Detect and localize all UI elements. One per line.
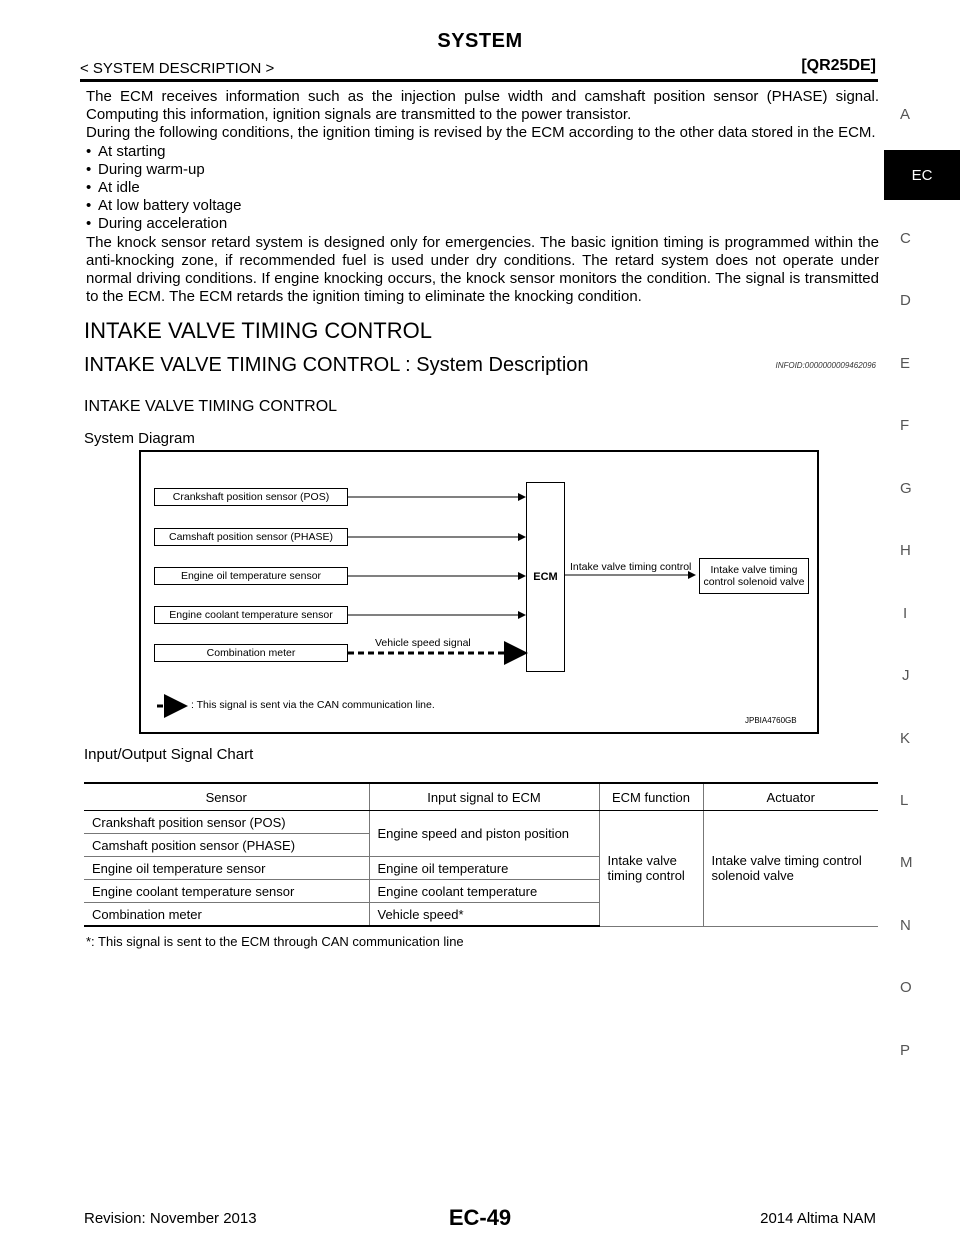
input-cell: Engine coolant temperature — [369, 880, 599, 903]
vehicle-model: 2014 Altima NAM — [760, 1210, 876, 1227]
can-legend-text: : This signal is sent via the CAN communication line. — [191, 699, 435, 711]
col-header-function: ECM function — [599, 783, 703, 811]
tab-g[interactable]: G — [900, 480, 912, 497]
tab-a[interactable]: A — [900, 106, 911, 123]
output-signal-label: Intake valve timing control — [570, 561, 692, 573]
page-number: EC-49 — [448, 1205, 512, 1230]
list-item: • During warm-up — [86, 160, 205, 178]
input-cell: Engine speed and piston position — [369, 811, 599, 857]
actuator-cell: Intake valve timing control solenoid valve — [703, 811, 878, 927]
sensor-box-combination-meter: Combination meter — [154, 644, 348, 662]
col-header-input: Input signal to ECM — [369, 783, 599, 811]
subsection-heading: INTAKE VALVE TIMING CONTROL : System Description — [84, 354, 589, 376]
body-text — [86, 88, 879, 306]
function-cell: Intake valve timing control — [599, 811, 703, 927]
tab-e[interactable]: E — [900, 355, 911, 372]
tab-k[interactable]: K — [900, 730, 911, 747]
table-row — [84, 811, 878, 834]
tab-l[interactable]: L — [900, 792, 909, 809]
col-header-actuator: Actuator — [703, 783, 878, 811]
paragraph-knock-sensor: The knock sensor retard system is designed only for emergencies. The basic ignition timing is programmed within the anti-knocking zone, if recommended fuel is used under dry conditions. The retard system does not operate under normal driving conditions. If engine knocking occurs, the knock sensor monitors the condition. The signal is transmitted to the ECM. The ECM retards the ignition timing to eliminate the knocking condition. — [86, 233, 879, 306]
paragraph-ecm-info: The ECM receives information such as the injection pulse width and camshaft position sensor (PHASE) signal. Computing this information, ignition signals are transmitted to the power transistor. — [86, 88, 879, 124]
tab-j[interactable]: J — [902, 667, 910, 684]
col-header-sensor: Sensor — [84, 783, 369, 811]
io-signal-table — [84, 782, 878, 927]
input-cell: Engine oil temperature — [369, 857, 599, 880]
paragraph-conditions: During the following conditions, the ignition timing is revised by the ECM according to the other data stored in the ECM. — [86, 124, 876, 142]
actuator-box — [699, 558, 809, 594]
tab-f[interactable]: F — [900, 417, 910, 434]
list-item: • At low battery voltage — [86, 197, 242, 215]
page-title: SYSTEM — [437, 30, 523, 52]
sensor-cell: Crankshaft position sensor (POS) — [84, 811, 369, 834]
sensor-box-crankshaft: Crankshaft position sensor (POS) — [154, 488, 348, 506]
sensor-cell: Engine coolant temperature sensor — [84, 880, 369, 903]
list-item: • During acceleration — [86, 215, 228, 233]
sensor-cell: Combination meter — [84, 903, 369, 927]
section-heading: INTAKE VALVE TIMING CONTROL — [84, 318, 432, 343]
info-id: INFOID:0000000009462096 — [775, 361, 876, 370]
input-cell: Vehicle speed* — [369, 903, 599, 927]
header-rule — [80, 79, 878, 82]
ecm-box: ECM — [526, 482, 565, 672]
table-header-row — [84, 783, 878, 811]
sensor-box-coolant-temp: Engine coolant temperature sensor — [154, 606, 348, 624]
tab-d[interactable]: D — [900, 292, 911, 309]
list-item: • At idle — [86, 179, 140, 197]
tab-m[interactable]: M — [900, 854, 913, 871]
engine-code: [QR25DE] — [801, 57, 876, 74]
tab-p[interactable]: P — [900, 1042, 911, 1059]
list-item: • At starting — [86, 142, 166, 160]
diagram-code: JPBIA4760GB — [745, 716, 797, 725]
io-chart-label: Input/Output Signal Chart — [84, 746, 254, 763]
tab-c[interactable]: C — [900, 230, 911, 247]
tab-n[interactable]: N — [900, 917, 911, 934]
tab-o[interactable]: O — [900, 979, 912, 996]
tab-i[interactable]: I — [903, 605, 908, 622]
actuator-label-line2: control solenoid valve — [703, 576, 805, 588]
tab-ec-active[interactable]: EC — [884, 150, 960, 200]
sensor-cell: Camshaft position sensor (PHASE) — [84, 834, 369, 857]
condition-list — [86, 143, 879, 234]
system-diagram-label: System Diagram — [84, 430, 195, 447]
topic-heading: INTAKE VALVE TIMING CONTROL — [84, 398, 338, 415]
sensor-box-oil-temp: Engine oil temperature sensor — [154, 567, 348, 585]
tab-h[interactable]: H — [900, 542, 911, 559]
can-signal-label: Vehicle speed signal — [375, 637, 471, 649]
actuator-label-line1: Intake valve timing — [710, 564, 798, 576]
sensor-box-camshaft: Camshaft position sensor (PHASE) — [154, 528, 348, 546]
sensor-cell: Engine oil temperature sensor — [84, 857, 369, 880]
revision-date: Revision: November 2013 — [84, 1210, 257, 1227]
section-label: < SYSTEM DESCRIPTION > — [80, 60, 275, 77]
system-diagram — [139, 450, 819, 734]
table-footnote: *: This signal is sent to the ECM through CAN communication line — [86, 934, 464, 949]
